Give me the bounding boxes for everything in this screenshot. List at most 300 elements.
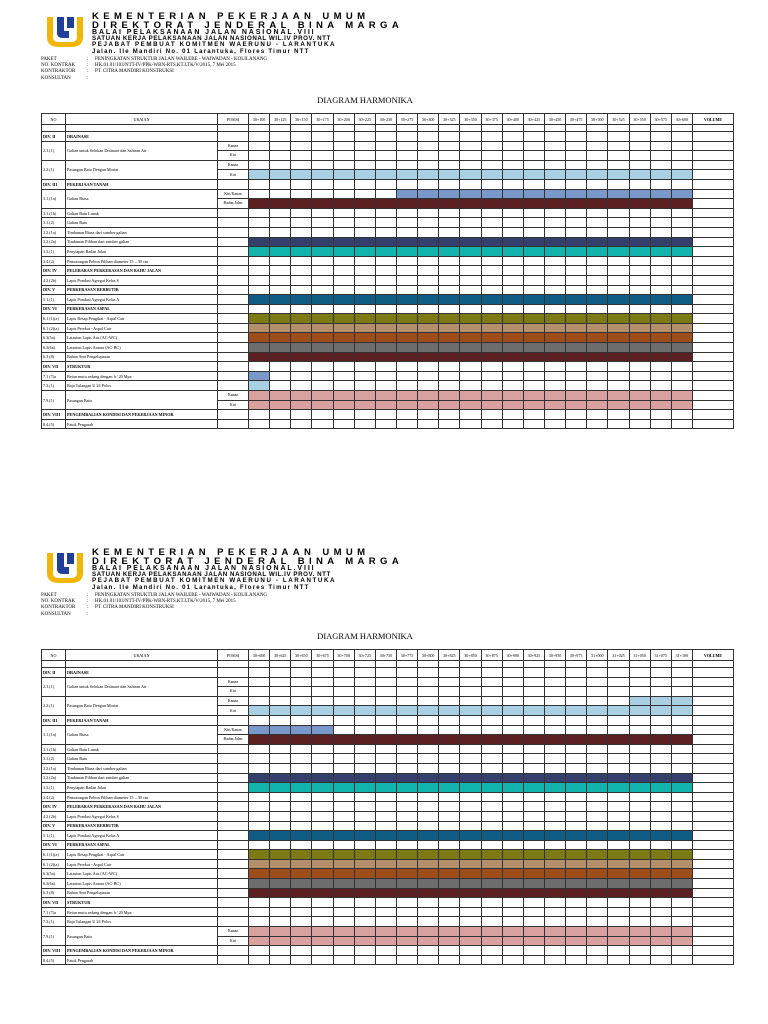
schedule-cell (502, 754, 523, 764)
division-row (42, 285, 734, 295)
info-value: PENINGKATAN STRUKTUR JALAN WAILEBE - WAIWADAN - KOLILANANG (95, 593, 268, 598)
schedule-cell (418, 859, 439, 869)
schedule-cell (270, 706, 291, 716)
schedule-cell (502, 696, 523, 706)
schedule-cell (566, 811, 587, 821)
schedule-cell (523, 706, 544, 716)
division-row (42, 266, 734, 276)
schedule-cell (418, 218, 439, 228)
schedule-cell (566, 754, 587, 764)
item-volume (693, 132, 734, 142)
schedule-cell (396, 792, 417, 802)
item-no: 6.3(5a) (42, 869, 66, 879)
item-no: 3.1.(1b) (42, 744, 66, 754)
schedule-cell (312, 304, 333, 314)
schedule-cell (249, 744, 270, 754)
item-uraian: Bahan Anti Pengelupasan (66, 352, 218, 362)
schedule-cell (291, 285, 312, 295)
schedule-cell (375, 946, 396, 956)
schedule-cell (502, 840, 523, 850)
schedule-cell (523, 715, 544, 725)
schedule-cell (249, 132, 270, 142)
table-row (42, 763, 734, 773)
schedule-cell (608, 266, 629, 276)
schedule-cell (671, 946, 692, 956)
schedule-cell (460, 927, 481, 937)
schedule-cell (439, 783, 460, 793)
schedule-cell (587, 381, 608, 391)
schedule-cell (608, 859, 629, 869)
schedule-cell (460, 199, 481, 209)
item-volume (693, 208, 734, 218)
schedule-cell (566, 295, 587, 305)
schedule-cell (354, 715, 375, 725)
item-uraian: Lapis Pondasi Agregat Kelas S (66, 275, 218, 285)
schedule-cell (587, 696, 608, 706)
col-header-posisi: POSISI (218, 114, 249, 125)
schedule-cell (671, 677, 692, 687)
schedule-cell (544, 141, 565, 151)
item-posisi (218, 898, 249, 908)
schedule-cell (544, 227, 565, 237)
col-header-uraian: URAIAN (66, 650, 218, 661)
schedule-cell (629, 725, 650, 735)
division-row (42, 840, 734, 850)
schedule-cell (608, 352, 629, 362)
schedule-cell (566, 151, 587, 161)
schedule-cell (439, 898, 460, 908)
schedule-cell (502, 352, 523, 362)
schedule-cell (418, 208, 439, 218)
info-value: PT. CITRA MANDIRI KONSTRUKSI (95, 69, 174, 75)
item-no: 3.2.(2a) (42, 237, 66, 247)
schedule-cell (523, 668, 544, 678)
schedule-cell (523, 247, 544, 257)
schedule-cell (481, 208, 502, 218)
schedule-cell (608, 227, 629, 237)
schedule-cell (650, 362, 671, 372)
schedule-cell (312, 792, 333, 802)
schedule-cell (587, 898, 608, 908)
schedule-cell (587, 295, 608, 305)
item-posisi (218, 256, 249, 266)
item-posisi (218, 362, 249, 372)
schedule-cell (375, 179, 396, 189)
item-posisi: Badan Jalan (218, 199, 249, 209)
schedule-cell (439, 792, 460, 802)
schedule-cell (566, 927, 587, 937)
item-uraian: Lapis Resap Pengikat - Aspal Cair (66, 314, 218, 324)
schedule-cell (544, 927, 565, 937)
schedule-cell (418, 381, 439, 391)
schedule-cell (354, 811, 375, 821)
schedule-cell (333, 199, 354, 209)
schedule-cell (671, 170, 692, 180)
schedule-cell (354, 763, 375, 773)
schedule-cell (249, 218, 270, 228)
col-header-station: 31+000 (587, 650, 608, 661)
schedule-cell (587, 715, 608, 725)
item-posisi (218, 381, 249, 391)
schedule-cell (566, 668, 587, 678)
schedule-cell (312, 208, 333, 218)
schedule-cell (354, 802, 375, 812)
schedule-cell (418, 677, 439, 687)
item-volume (693, 218, 734, 228)
schedule-cell (502, 869, 523, 879)
schedule-cell (396, 821, 417, 831)
schedule-cell (587, 141, 608, 151)
schedule-cell (333, 677, 354, 687)
schedule-cell (481, 323, 502, 333)
item-uraian: PEKERJAAN TANAH (66, 179, 218, 189)
schedule-cell (249, 946, 270, 956)
item-posisi: Kiri/Kanan (218, 725, 249, 735)
contract-info (41, 593, 267, 618)
schedule-cell (544, 391, 565, 401)
col-header-station: 30+500 (587, 114, 608, 125)
schedule-cell (650, 802, 671, 812)
schedule-cell (481, 773, 502, 783)
schedule-cell (650, 879, 671, 889)
schedule-cell (396, 869, 417, 879)
schedule-cell (566, 189, 587, 199)
schedule-cell (375, 132, 396, 142)
schedule-cell (502, 706, 523, 716)
schedule-cell (333, 696, 354, 706)
schedule-cell (671, 400, 692, 410)
schedule-cell (502, 419, 523, 429)
schedule-cell (249, 410, 270, 420)
schedule-cell (249, 391, 270, 401)
schedule-cell (481, 696, 502, 706)
item-uraian: Pemotongan Pohon Pilihan diameter 15 – 30 cm (66, 792, 218, 802)
item-posisi: Badan Jalan (218, 735, 249, 745)
schedule-cell (608, 754, 629, 764)
schedule-cell (629, 907, 650, 917)
schedule-cell (291, 773, 312, 783)
table-row (42, 677, 734, 687)
schedule-cell (396, 715, 417, 725)
schedule-cell (460, 285, 481, 295)
schedule-cell (249, 859, 270, 869)
agency-header (92, 548, 403, 591)
schedule-cell (418, 955, 439, 965)
schedule-cell (629, 275, 650, 285)
schedule-cell (249, 715, 270, 725)
table-row (42, 371, 734, 381)
item-no: 5.1.(1) (42, 831, 66, 841)
schedule-cell (460, 132, 481, 142)
division-row (42, 132, 734, 142)
schedule-cell (502, 400, 523, 410)
item-volume (693, 754, 734, 764)
col-header-station: 30+350 (460, 114, 481, 125)
schedule-cell (544, 735, 565, 745)
schedule-cell (375, 859, 396, 869)
schedule-cell (354, 410, 375, 420)
schedule-cell (375, 668, 396, 678)
schedule-cell (291, 199, 312, 209)
schedule-cell (375, 323, 396, 333)
schedule-cell (650, 917, 671, 927)
schedule-cell (375, 295, 396, 305)
schedule-cell (460, 773, 481, 783)
schedule-cell (566, 783, 587, 793)
schedule-cell (312, 811, 333, 821)
schedule-cell (312, 352, 333, 362)
col-header-station: 30+600 (671, 114, 692, 125)
schedule-cell (312, 199, 333, 209)
schedule-cell (629, 821, 650, 831)
item-posisi (218, 352, 249, 362)
schedule-cell (354, 687, 375, 697)
info-key: KONTRAKTOR (41, 69, 76, 75)
schedule-cell (418, 247, 439, 257)
info-value: HK.01.01/103/NTT-IV/PPK-WRN-RTS.KT.LTK/V/2015, 7 Mei 2015 (95, 63, 236, 69)
schedule-cell (354, 917, 375, 927)
schedule-cell (587, 725, 608, 735)
schedule-cell (523, 802, 544, 812)
schedule-cell (629, 888, 650, 898)
schedule-cell (396, 333, 417, 343)
schedule-cell (544, 295, 565, 305)
schedule-cell (418, 266, 439, 276)
schedule-cell (460, 400, 481, 410)
schedule-cell (587, 410, 608, 420)
schedule-cell (418, 285, 439, 295)
schedule-cell (270, 773, 291, 783)
schedule-cell (291, 869, 312, 879)
schedule-cell (460, 323, 481, 333)
schedule-cell (291, 160, 312, 170)
item-volume (693, 400, 734, 410)
schedule-cell (566, 725, 587, 735)
schedule-cell (481, 371, 502, 381)
schedule-cell (671, 668, 692, 678)
schedule-cell (312, 840, 333, 850)
schedule-cell (333, 304, 354, 314)
schedule-cell (544, 677, 565, 687)
schedule-cell (354, 237, 375, 247)
schedule-cell (291, 888, 312, 898)
schedule-cell (418, 314, 439, 324)
schedule-cell (396, 840, 417, 850)
schedule-cell (375, 811, 396, 821)
schedule-cell (523, 879, 544, 889)
item-posisi: Kanan (218, 927, 249, 937)
schedule-cell (460, 754, 481, 764)
schedule-cell (629, 132, 650, 142)
schedule-cell (523, 275, 544, 285)
item-posisi (218, 840, 249, 850)
schedule-cell (460, 227, 481, 237)
schedule-cell (671, 285, 692, 295)
schedule-cell (587, 754, 608, 764)
schedule-cell (650, 744, 671, 754)
schedule-cell (481, 381, 502, 391)
schedule-cell (587, 763, 608, 773)
item-uraian: PERKERASAN ASPAL (66, 304, 218, 314)
item-volume (693, 687, 734, 697)
schedule-cell (523, 783, 544, 793)
schedule-cell (481, 821, 502, 831)
schedule-cell (312, 333, 333, 343)
schedule-cell (375, 763, 396, 773)
schedule-cell (249, 362, 270, 372)
schedule-cell (460, 840, 481, 850)
schedule-cell (418, 352, 439, 362)
schedule-cell (481, 879, 502, 889)
schedule-cell (396, 208, 417, 218)
schedule-cell (587, 735, 608, 745)
schedule-cell (439, 237, 460, 247)
item-volume (693, 696, 734, 706)
schedule-cell (608, 917, 629, 927)
schedule-cell (418, 275, 439, 285)
item-volume (693, 744, 734, 754)
schedule-cell (650, 907, 671, 917)
schedule-cell (481, 256, 502, 266)
schedule-cell (375, 696, 396, 706)
schedule-cell (354, 754, 375, 764)
schedule-cell (439, 170, 460, 180)
schedule-cell (460, 419, 481, 429)
table-row (42, 744, 734, 754)
schedule-cell (544, 381, 565, 391)
schedule-cell (608, 295, 629, 305)
schedule-cell (333, 352, 354, 362)
schedule-cell (418, 763, 439, 773)
item-posisi: Kanan (218, 677, 249, 687)
schedule-cell (671, 917, 692, 927)
item-no: 3.2.(1a) (42, 227, 66, 237)
schedule-cell (544, 821, 565, 831)
schedule-cell (608, 802, 629, 812)
division-row (42, 715, 734, 725)
schedule-cell (523, 237, 544, 247)
schedule-cell (629, 170, 650, 180)
schedule-cell (312, 773, 333, 783)
schedule-cell (502, 725, 523, 735)
schedule-cell (544, 218, 565, 228)
table-row (42, 955, 734, 965)
schedule-cell (291, 927, 312, 937)
col-header-station: 30+275 (396, 114, 417, 125)
schedule-cell (396, 802, 417, 812)
schedule-cell (396, 141, 417, 151)
schedule-cell (587, 869, 608, 879)
item-posisi (218, 879, 249, 889)
schedule-cell (671, 189, 692, 199)
schedule-cell (396, 160, 417, 170)
schedule-cell (418, 773, 439, 783)
schedule-cell (481, 725, 502, 735)
item-posisi (218, 419, 249, 429)
schedule-cell (608, 381, 629, 391)
item-no: 2.1.(1) (42, 677, 66, 696)
schedule-cell (608, 725, 629, 735)
col-header-station: 30+425 (523, 114, 544, 125)
schedule-cell (671, 850, 692, 860)
table-row (42, 314, 734, 324)
schedule-cell (481, 792, 502, 802)
schedule-cell (249, 189, 270, 199)
schedule-cell (375, 151, 396, 161)
item-volume (693, 792, 734, 802)
schedule-cell (333, 936, 354, 946)
schedule-cell (439, 668, 460, 678)
schedule-cell (418, 362, 439, 372)
schedule-cell (587, 314, 608, 324)
schedule-cell (270, 333, 291, 343)
schedule-cell (418, 410, 439, 420)
schedule-cell (650, 677, 671, 687)
schedule-cell (375, 879, 396, 889)
schedule-cell (481, 314, 502, 324)
schedule-cell (333, 362, 354, 372)
item-posisi (218, 227, 249, 237)
schedule-cell (460, 160, 481, 170)
schedule-cell (312, 888, 333, 898)
schedule-cell (671, 237, 692, 247)
col-header-volume: VOLUME (693, 114, 734, 125)
schedule-cell (523, 917, 544, 927)
schedule-cell (587, 888, 608, 898)
schedule-cell (291, 811, 312, 821)
schedule-cell (354, 218, 375, 228)
schedule-cell (544, 352, 565, 362)
item-posisi (218, 179, 249, 189)
schedule-cell (270, 715, 291, 725)
schedule-cell (291, 323, 312, 333)
schedule-cell (249, 802, 270, 812)
schedule-cell (481, 955, 502, 965)
schedule-cell (418, 821, 439, 831)
schedule-cell (291, 314, 312, 324)
schedule-cell (312, 927, 333, 937)
schedule-cell (544, 792, 565, 802)
col-header-station: 30+225 (354, 114, 375, 125)
schedule-cell (312, 668, 333, 678)
schedule-cell (396, 247, 417, 257)
schedule-cell (671, 802, 692, 812)
schedule-cell (608, 304, 629, 314)
schedule-cell (270, 850, 291, 860)
schedule-cell (544, 275, 565, 285)
schedule-cell (544, 189, 565, 199)
col-header-station: 31+075 (650, 650, 671, 661)
schedule-cell (671, 132, 692, 142)
header-line: BALAI PELAKSANAAN JALAN NASIONAL.VIII (92, 29, 316, 36)
schedule-cell (375, 840, 396, 850)
schedule-cell (439, 208, 460, 218)
schedule-cell (270, 763, 291, 773)
item-uraian: Lapis Resap Pengikat - Aspal Cair (66, 850, 218, 860)
schedule-cell (418, 802, 439, 812)
schedule-cell (671, 754, 692, 764)
schedule-cell (396, 850, 417, 860)
schedule-cell (671, 381, 692, 391)
schedule-cell (587, 362, 608, 372)
schedule-cell (608, 946, 629, 956)
schedule-cell (375, 936, 396, 946)
schedule-cell (439, 151, 460, 161)
item-volume (693, 859, 734, 869)
schedule-cell (270, 879, 291, 889)
schedule-cell (312, 936, 333, 946)
col-header-station: 30+325 (439, 114, 460, 125)
